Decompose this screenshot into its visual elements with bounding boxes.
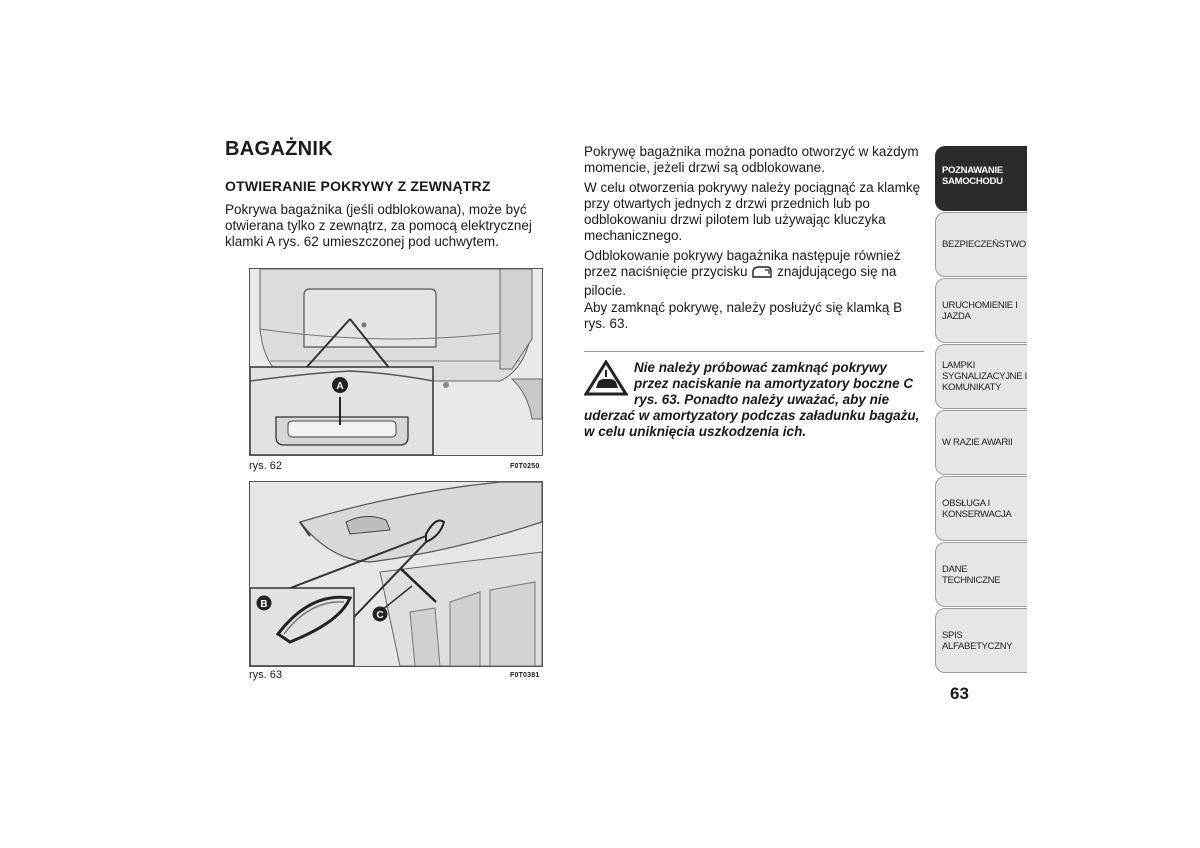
tailgate-remote-icon: [751, 265, 773, 283]
warning-triangle-icon: [584, 360, 628, 396]
chapter-tabs: [935, 146, 1027, 674]
figure-63-image: [249, 481, 543, 667]
tab-obsluga-i-konserwacja[interactable]: OBSŁUGA I KONSERWACJA: [935, 476, 1027, 541]
page-number: 63: [950, 684, 969, 703]
paragraph-remote: [584, 248, 924, 299]
figure-63-caption: rys. 63: [249, 669, 283, 681]
figure-62-label-a: A: [336, 381, 344, 392]
paragraph-open-handle: W celu otworzenia pokrywy należy pociągnąć za klamkę przy otwartych jednych z drzwi przednich lub po odblokowaniu drzwi pilotem lub używając kluczyka mechanicznego.: [584, 180, 921, 243]
warning-text: Nie należy próbować zamknąć pokrywy przez naciskanie na amortyzatory boczne C rys. 63. Ponadto należy uważać, aby nie uderzać w amortyzatory podczas załadunku bagażu, w celu uniknięcia uszkodzenia ich.: [584, 360, 920, 439]
warning-box: [584, 351, 924, 440]
tab-poznawanie-samochodu[interactable]: POZNAWANIE SAMOCHODU: [935, 146, 1027, 211]
figure-62-caption: rys. 62: [249, 460, 283, 472]
intro-paragraph: Pokrywa bagażnika (jeśli odblokowana), może być otwierana tylko z zewnątrz, za pomocą elektrycznej klamki A rys. 62 umieszczonej pod uchwytem.: [225, 202, 532, 249]
figure-62-code: F0T0250: [510, 463, 540, 470]
subsection-title: OTWIERANIE POKRYWY Z ZEWNĄTRZ: [225, 178, 491, 194]
figure-63-label-b: B: [260, 599, 268, 610]
figure-63-code: F0T0381: [510, 672, 540, 679]
paragraph-remote-before: Odblokowanie pokrywy bagażnika następuje również przez naciśnięcie przycisku: [584, 248, 901, 279]
tab-uruchomienie-i-jazda[interactable]: URUCHOMIENIE I JAZDA: [935, 278, 1027, 343]
figure-63-label-c: C: [376, 610, 384, 621]
paragraph-close: Aby zamknąć pokrywę, należy posłużyć się klamką B rys. 63.: [584, 300, 903, 331]
tab-spis-alfabetyczny[interactable]: SPIS ALFABETYCZNY: [935, 608, 1027, 673]
tab-bezpieczenstwo[interactable]: BEZPIECZEŃSTWO: [935, 212, 1027, 277]
tab-lampki-sygnalizacyjne[interactable]: LAMPKI SYGNALIZACYJNE I KOMUNIKATY: [935, 344, 1027, 409]
paragraph-remote-after: znajdującego się na pilocie.: [584, 264, 897, 298]
figure-62-image: [249, 268, 543, 456]
tab-dane-techniczne[interactable]: DANE TECHNICZNE: [935, 542, 1027, 607]
section-title: BAGAŻNIK: [225, 138, 333, 160]
tab-w-razie-awarii[interactable]: W RAZIE AWARII: [935, 410, 1027, 475]
paragraph-open-anytime: Pokrywę bagażnika można ponadto otworzyć w każdym momencie, jeżeli drzwi są odblokowane.: [584, 144, 919, 175]
